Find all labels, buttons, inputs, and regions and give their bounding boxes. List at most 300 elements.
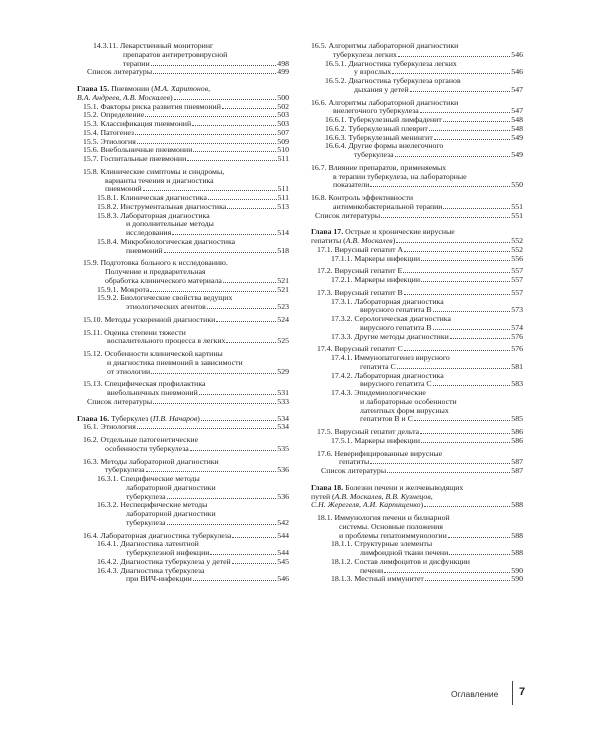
dot-leader — [421, 442, 510, 443]
toc-page-number: 550 — [511, 180, 523, 190]
dot-leader — [153, 73, 276, 74]
toc-page-number: 548 — [511, 115, 523, 124]
toc-entry-title: Глава 18. Болезни печени и желчевыводящих — [311, 482, 464, 492]
toc-entry-title: вирусного гепатита С — [360, 380, 432, 389]
toc-entry-title: 16.5.1. Диагностика туберкулеза легких — [325, 58, 457, 68]
toc-page-number: 502 — [277, 101, 289, 111]
dot-leader — [137, 428, 276, 429]
toc-page-number: 523 — [277, 302, 289, 311]
toc-entry-title: 15.12. Особенности клинической картины — [83, 349, 223, 358]
dot-leader — [450, 338, 511, 339]
toc-entry-title: 16.5.2. Диагностика туберкулеза органов — [325, 76, 461, 85]
toc-entry[interactable] — [311, 255, 523, 264]
toc-page-number: 536 — [277, 465, 289, 475]
toc-page-number: 510 — [277, 145, 289, 155]
toc-page-number: 500 — [277, 92, 289, 102]
toc-entry-title: 17.4.1. Иммунопатогенез вирусного — [331, 353, 450, 362]
toc-entry-title: 15.9. Подготовка больного к исследованию. — [83, 258, 228, 268]
toc-page-number: 509 — [277, 136, 289, 146]
toc-entry[interactable] — [77, 316, 289, 325]
toc-entry-title: В.А. Андреев, А.В. Москалев) — [77, 93, 173, 102]
dot-leader — [433, 311, 511, 312]
toc-entry-title: 15.8.1. Клиническая диагностика — [97, 194, 207, 202]
toc-entry-title: 15.2. Определение — [83, 111, 145, 120]
toc-page-number: 546 — [511, 49, 523, 59]
toc-entry[interactable] — [77, 540, 289, 558]
toc-entry-title: 17.5. Вирусный гепатит дельта — [317, 428, 420, 436]
dot-leader — [425, 580, 510, 581]
toc-entry-title: 16.4.1. Диагностика латентной — [97, 539, 199, 549]
dot-leader — [421, 281, 510, 282]
toc-entry[interactable] — [311, 315, 523, 333]
toc-entry-title: особенности туберкулеза — [105, 444, 189, 453]
toc-page-number: 514 — [277, 228, 289, 237]
toc-entry-title: лабораторной диагностики — [126, 482, 216, 492]
dot-leader — [392, 73, 510, 74]
toc-entry-title: у взрослых — [354, 68, 392, 77]
toc-right-column — [311, 42, 523, 584]
toc-entry-title: 14.3.11. Лекарственный мониторинг — [93, 41, 214, 50]
toc-entry-title: 16.5. Алгоритмы лабораторной диагностики — [311, 41, 459, 50]
toc-entry[interactable] — [77, 68, 289, 77]
toc-entry-title: 15.8. Клинические симптомы и синдромы, — [83, 166, 225, 176]
toc-entry-title: 16.6.3. Туберкулезный менингит — [325, 133, 433, 142]
toc-entry-title: 16.6.4. Другие формы внелегочного — [325, 141, 444, 151]
toc-entry-title: туберкулеза — [105, 466, 145, 475]
toc-page-number: 590 — [511, 565, 523, 575]
toc-entry-title: Список литературы — [87, 397, 153, 406]
toc-entry[interactable] — [311, 333, 523, 342]
toc-page-number: 524 — [277, 314, 289, 324]
toc-page-number: 536 — [277, 491, 289, 501]
toc-entry-title: 17.4.2. Лабораторная диагностика — [331, 370, 444, 380]
page-number: 7 — [519, 686, 526, 698]
toc-entry-title: гепатитов В и С — [360, 415, 413, 424]
toc-entry-title: Список литературы — [315, 211, 381, 220]
toc-chapter-entry[interactable] — [311, 228, 523, 246]
toc-entry-title: 16.4.2. Диагностика туберкулеза у детей — [97, 557, 231, 566]
toc-entry[interactable] — [311, 212, 523, 221]
toc-page-number: 548 — [511, 123, 523, 133]
toc-page-number: 588 — [511, 500, 523, 510]
dot-leader — [421, 260, 510, 261]
toc-page-number: 549 — [511, 150, 523, 159]
toc-page-number: 507 — [277, 127, 289, 137]
toc-left-column — [77, 42, 289, 584]
dot-leader — [208, 199, 277, 200]
toc-page-number: 574 — [511, 322, 523, 332]
toc-entry-title: 16.3. Методы лабораторной диагностики — [83, 456, 219, 466]
toc-entry-title: системы. Основные положения — [339, 521, 443, 531]
toc-entry-title: внебольничных пневмоний — [107, 389, 198, 397]
toc-entry[interactable] — [77, 103, 289, 112]
dot-leader — [420, 112, 511, 113]
toc-entry-title: 18.1. Иммунология печени и билиарной — [317, 513, 450, 522]
toc-entry[interactable] — [311, 77, 523, 95]
toc-page-number: 587 — [511, 466, 523, 475]
toc-entry[interactable] — [77, 380, 289, 398]
toc-entry-title: 15.9.2. Биологические свойства ведущих — [97, 293, 233, 303]
toc-entry-title: печени — [360, 566, 384, 575]
toc-page-number: 534 — [277, 413, 289, 423]
toc-page-number: 547 — [511, 106, 523, 116]
toc-page-number: 552 — [511, 244, 523, 254]
dot-leader — [443, 208, 510, 209]
toc-entry[interactable] — [311, 60, 523, 78]
toc-entry-title: Глава 16. Туберкулез (П.В. Начаров) — [77, 414, 200, 423]
toc-page-number: 557 — [511, 266, 523, 276]
toc-entry[interactable] — [77, 398, 289, 407]
toc-entry[interactable] — [77, 475, 289, 501]
toc-entry-title: Глава 15. Пневмонии (М.А. Харитонов, — [77, 84, 211, 93]
toc-entry[interactable] — [77, 138, 289, 147]
toc-page-number: 534 — [277, 422, 289, 432]
toc-entry-title: препаратов антиретровирусной — [123, 49, 228, 59]
dot-leader — [387, 472, 510, 473]
toc-page-number: 549 — [511, 132, 523, 142]
toc-page-number: 542 — [277, 517, 289, 527]
toc-entry-title: 17.1. Вирусный гепатит А — [317, 245, 404, 254]
dot-leader — [226, 342, 276, 343]
toc-entry-title: и диагностика пневмоний в зависимости — [107, 357, 243, 367]
toc-entry-title: воспалительного процесса в легких — [107, 337, 226, 346]
dot-leader — [370, 463, 510, 464]
toc-entry[interactable] — [77, 294, 289, 312]
toc-entry[interactable] — [311, 42, 523, 60]
toc-entry-title: Список литературы — [321, 467, 387, 475]
toc-entry[interactable] — [311, 246, 523, 255]
dot-leader — [167, 524, 277, 525]
footer-divider — [512, 681, 513, 705]
toc-entry-title: внелегочного туберкулеза — [333, 107, 419, 116]
toc-entry[interactable] — [311, 164, 523, 190]
toc-page-number: 498 — [277, 58, 289, 68]
toc-entry-title: 17.5.1. Маркеры инфекции — [331, 436, 420, 445]
running-footer-section: Оглавление — [451, 689, 499, 699]
toc-page-number: 588 — [511, 530, 523, 540]
toc-entry-title: путей (А.В. Москалев, В.В. Кузнецов, — [311, 491, 433, 501]
toc-entry-title: 15.1. Факторы риска развития пневмоний — [83, 102, 221, 111]
toc-entry-title: 17.2.1. Маркеры инфекции — [331, 276, 420, 284]
toc-entry-title: Глава 17. Острые и хронические вирусные — [311, 227, 455, 237]
toc-entry-title: 16.1. Этиология — [83, 423, 136, 432]
dot-leader — [404, 294, 511, 295]
toc-entry-title: туберкулеза легких — [333, 50, 397, 59]
dot-leader — [395, 156, 511, 157]
toc-entry[interactable] — [77, 567, 289, 585]
toc-entry[interactable] — [311, 558, 523, 576]
toc-entry-title: гепатиты — [339, 458, 370, 467]
toc-page-number: 518 — [277, 245, 289, 255]
toc-entry[interactable] — [311, 125, 523, 134]
toc-entry-title: вирусного гепатита В — [360, 306, 432, 315]
toc-entry-title: 17.3.1. Лабораторная диагностика — [331, 296, 444, 306]
toc-entry-title: вирусного гепатита В — [360, 323, 432, 332]
toc-entry-title: варианты течения и диагностика — [105, 175, 214, 185]
toc-entry-title: 17.4.3. Эпидемиологические — [331, 388, 426, 397]
dot-leader — [167, 498, 277, 499]
dot-leader — [153, 403, 276, 404]
toc-entry[interactable] — [311, 298, 523, 316]
toc-entry-title: и дополнительные методы — [126, 219, 214, 229]
dot-leader — [216, 321, 276, 322]
dot-leader — [201, 420, 276, 421]
dot-leader — [397, 368, 511, 369]
toc-entry-title: латентных форм вирусных — [360, 405, 449, 415]
toc-page-number: 533 — [277, 396, 289, 406]
toc-page-number: 521 — [277, 284, 289, 294]
dot-leader — [151, 373, 276, 374]
toc-entry[interactable] — [311, 99, 523, 117]
toc-page-number: 503 — [277, 110, 289, 120]
toc-page-number: 511 — [277, 184, 289, 194]
dot-leader — [424, 506, 510, 507]
toc-page-number: 546 — [277, 574, 289, 584]
toc-entry[interactable] — [311, 267, 523, 276]
dot-leader — [192, 125, 276, 126]
toc-page-number: 552 — [511, 236, 523, 245]
dot-leader — [190, 450, 277, 451]
toc-entry[interactable] — [311, 116, 523, 125]
toc-entry[interactable] — [77, 111, 289, 120]
toc-page-number: 585 — [511, 414, 523, 424]
dot-leader — [420, 433, 510, 434]
toc-page-number: 588 — [511, 548, 523, 557]
dot-leader — [448, 537, 511, 538]
toc-entry-title: лабораторной диагностики — [126, 509, 216, 518]
toc-entry-title: показатели — [333, 181, 370, 190]
toc-entry-title: при ВИЧ-инфекции — [126, 575, 192, 584]
toc-entry[interactable] — [311, 514, 523, 540]
dot-leader — [433, 329, 511, 330]
toc-page-number: 535 — [277, 443, 289, 453]
dot-leader — [223, 282, 276, 283]
toc-entry-title: 17.4. Вирусный гепатит С — [317, 345, 403, 354]
toc-entry[interactable] — [311, 389, 523, 424]
toc-page-number: 576 — [511, 344, 523, 354]
toc-entry-title: 18.1.2. Состав лимфоцитов и дисфункции — [331, 556, 470, 566]
toc-entry[interactable] — [311, 276, 523, 285]
toc-entry[interactable] — [77, 42, 289, 68]
toc-entry[interactable] — [311, 450, 523, 468]
dot-leader — [193, 151, 276, 152]
toc-page-number: 511 — [277, 193, 289, 202]
toc-entry-title: 17.6. Неверифицированные вирусные — [317, 448, 443, 458]
dot-leader — [384, 572, 510, 573]
toc-entry[interactable] — [77, 423, 289, 432]
toc-entry-title: Список литературы — [87, 68, 153, 77]
dot-leader — [193, 580, 276, 581]
dot-leader — [227, 208, 276, 209]
toc-entry-title: и лабораторные особенности — [360, 396, 457, 406]
dot-leader — [414, 420, 510, 421]
dot-leader — [164, 252, 277, 253]
toc-page-number: 511 — [277, 154, 289, 163]
toc-entry-title: 15.8.4. Микробиологическая диагностика — [97, 236, 236, 246]
toc-entry-title: 16.4. Лабораторная диагностика туберкулеза — [83, 531, 232, 540]
toc-page-number: 499 — [277, 67, 289, 77]
toc-entry-title: в терапии туберкулеза, на лабораторные — [333, 171, 467, 181]
dot-leader — [151, 65, 277, 66]
toc-page-number: 521 — [277, 275, 289, 285]
toc-entry-title: 15.11. Оценка степени тяжести — [83, 327, 186, 337]
toc-page-number: 557 — [511, 287, 523, 297]
toc-entry-title: гепатита С — [360, 362, 396, 371]
toc-page-number: 586 — [511, 435, 523, 445]
dot-leader — [232, 537, 276, 538]
toc-entry[interactable] — [77, 259, 289, 285]
toc-page-number: 546 — [511, 67, 523, 77]
toc-page-number: 556 — [511, 253, 523, 263]
toc-entry[interactable] — [77, 168, 289, 194]
toc-entry[interactable] — [311, 437, 523, 446]
toc-page-number: 586 — [511, 427, 523, 436]
toc-page-number: 544 — [277, 530, 289, 540]
toc-entry[interactable] — [311, 428, 523, 437]
toc-entry[interactable] — [311, 540, 523, 558]
toc-entry-title: 15.8.2. Инструментальная диагностика — [97, 202, 227, 211]
toc-entry[interactable] — [77, 146, 289, 155]
toc-entry[interactable] — [77, 194, 289, 203]
toc-entry[interactable] — [311, 142, 523, 160]
toc-chapter-entry[interactable] — [77, 85, 289, 103]
toc-entry-title: 18.1.3. Местный иммунитет — [331, 575, 424, 584]
toc-entry-title: 16.6. Алгоритмы лабораторной диагностики — [311, 97, 459, 107]
dot-leader — [174, 99, 277, 100]
dot-leader — [398, 56, 510, 57]
toc-page-number: 583 — [511, 379, 523, 389]
toc-entry[interactable] — [311, 467, 523, 476]
toc-entry-title: дыхания у детей — [354, 85, 409, 94]
toc-entry[interactable] — [77, 350, 289, 376]
toc-entry[interactable] — [77, 436, 289, 454]
toc-page-number: 573 — [511, 305, 523, 315]
dot-leader — [410, 91, 511, 92]
toc-entry[interactable] — [77, 155, 289, 164]
toc-entry-title: лимфоидной ткани печени — [360, 549, 449, 557]
toc-page-number: 547 — [511, 84, 523, 94]
dot-leader — [222, 108, 276, 109]
toc-entry[interactable] — [311, 372, 523, 390]
dot-leader — [207, 308, 276, 309]
toc-entry-title: 17.3.3. Другие методы диагностики — [331, 332, 449, 341]
toc-entry-title: 15.13. Специфическая профилактика — [83, 379, 206, 389]
toc-entry-title: 15.5. Этиология — [83, 137, 136, 146]
dot-leader — [187, 160, 276, 161]
dot-leader — [232, 563, 277, 564]
toc-entry-title: 15.8.3. Лабораторная диагностика — [97, 210, 210, 220]
toc-entry-title: туберкулеза — [354, 151, 394, 159]
toc-entry-title: 16.6.1. Туберкулезный лимфаденит — [325, 116, 442, 124]
toc-entry[interactable] — [77, 129, 289, 138]
dot-leader — [396, 242, 510, 243]
dot-leader — [210, 554, 276, 555]
dot-leader — [146, 471, 277, 472]
toc-entry[interactable] — [77, 501, 289, 527]
dot-leader — [143, 190, 277, 191]
toc-page-number: 557 — [511, 275, 523, 284]
toc-entry-title: 16.3.1. Специфические методы — [97, 474, 200, 483]
toc-entry-title: 17.1.1. Маркеры инфекции — [331, 254, 420, 263]
dot-leader — [449, 554, 510, 555]
toc-entry[interactable] — [77, 212, 289, 238]
toc-entry-title: исследования — [126, 229, 172, 237]
dot-leader — [404, 251, 510, 252]
toc-page-number: 513 — [277, 201, 289, 211]
toc-entry-title: пневмоний — [126, 246, 163, 255]
toc-entry[interactable] — [311, 575, 523, 584]
toc-entry-title: гепатиты (А.В. Москалев) — [311, 237, 396, 245]
toc-entry-title: 16.7. Влияние препаратов, применяемых — [311, 162, 447, 172]
dot-leader — [434, 139, 511, 140]
dot-leader — [199, 394, 277, 395]
toc-entry-title: Получение и предварительная — [105, 267, 206, 276]
toc-page-number: 581 — [511, 361, 523, 371]
toc-page-number: 587 — [511, 457, 523, 467]
toc-page-number: 529 — [277, 366, 289, 376]
toc-entry[interactable] — [311, 194, 523, 212]
dot-leader — [403, 272, 510, 273]
toc-entry-title: 15.4. Патогенез — [83, 128, 134, 137]
dot-leader — [150, 291, 276, 292]
toc-entry-title: от этиологии — [107, 367, 151, 376]
toc-entry-title: этиологических агентов — [126, 303, 206, 311]
toc-page-number: 551 — [511, 201, 523, 211]
toc-entry-title: 16.4.3. Диагностика туберкулеза — [97, 565, 205, 575]
dot-leader — [137, 143, 276, 144]
toc-entry-title: 16.3.2. Неспецифические методы — [97, 500, 208, 510]
toc-page-number: 590 — [511, 574, 523, 584]
dot-leader — [135, 134, 276, 135]
toc-page-number: 531 — [277, 388, 289, 397]
toc-chapter-entry[interactable] — [77, 415, 289, 424]
toc-page-number: 545 — [277, 556, 289, 566]
toc-entry-title: 15.7. Госпитальные пневмонии — [83, 155, 187, 163]
toc-entry-title: 17.2. Вирусный гепатит Е — [317, 267, 403, 276]
toc-entry[interactable] — [77, 238, 289, 256]
dot-leader — [429, 130, 511, 131]
dot-leader — [145, 116, 276, 117]
dot-leader — [443, 121, 511, 122]
toc-entry-title: 17.3.2. Серологическая диагностика — [331, 314, 451, 323]
toc-entry-title: антимикобактериальной терапии — [333, 202, 443, 211]
toc-page-number: 525 — [277, 336, 289, 346]
toc-entry-title: 16.6.2. Туберкулезный плеврит — [325, 124, 428, 133]
toc-chapter-entry[interactable] — [311, 484, 523, 510]
toc-page-number: 576 — [511, 331, 523, 341]
toc-entry[interactable] — [77, 120, 289, 129]
toc-entry-title: пневмоний — [105, 185, 142, 194]
toc-entry[interactable] — [311, 354, 523, 372]
toc-entry-title: 17.3. Вирусный гепатит В — [317, 288, 403, 297]
toc-entry-title: 15.6. Внебольничные пневмонии — [83, 146, 193, 155]
dot-leader — [381, 217, 510, 218]
toc-entry-title: 16.2. Отдельные патогенетические — [83, 435, 199, 444]
toc-entry[interactable] — [77, 329, 289, 347]
toc-entry-title: туберкулеза — [126, 492, 166, 501]
toc-entry-title: 18.1.1. Структурные элементы — [331, 539, 433, 549]
toc-entry-title: терапии — [123, 59, 150, 68]
toc-entry-title: туберкулезной инфекции — [126, 549, 210, 557]
toc-page-number: 544 — [277, 548, 289, 557]
toc-entry-title: 16.8. Контроль эффективности — [311, 193, 414, 202]
toc-entry-title: и проблемы гепатоиммунологии — [339, 531, 447, 540]
toc-entry[interactable] — [77, 458, 289, 476]
dot-leader — [370, 186, 510, 187]
dot-leader — [433, 385, 511, 386]
toc-entry-title: туберкулеза — [126, 518, 166, 527]
toc-page-number: 503 — [277, 119, 289, 128]
